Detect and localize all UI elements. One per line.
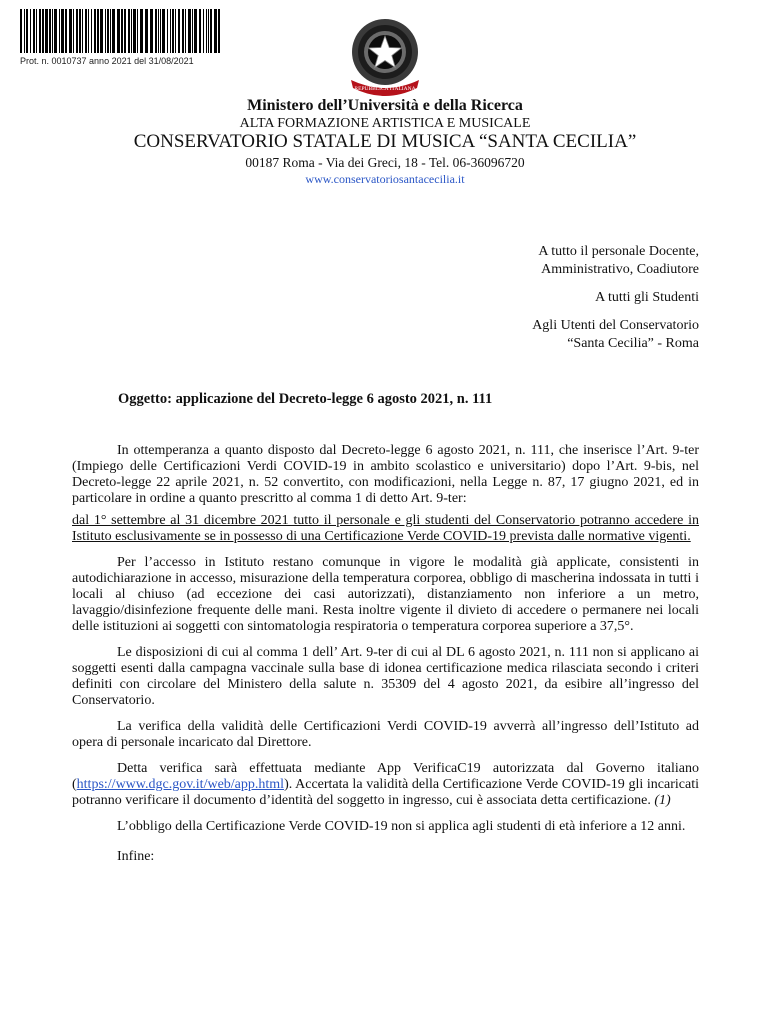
barcode-bar <box>97 9 99 53</box>
barcode-bar <box>54 9 57 53</box>
barcode-bar <box>208 9 209 53</box>
barcode-bar <box>172 9 174 53</box>
barcode-bar <box>76 9 78 53</box>
barcode-bar <box>133 9 136 53</box>
underlined-provision: dal 1° settembre al 31 dicembre 2021 tutto il personale e gli studenti del Conservatorio potranno accedere in Istituto esclusivamente se in possesso di una Certificazione Verde COVID-19 prevista dalle normative vigenti. <box>72 513 699 544</box>
ministry-title: Ministero dell’Università e della Ricerca <box>247 97 523 114</box>
barcode-bar <box>203 9 204 53</box>
barcode-bar <box>88 9 89 53</box>
barcode-bar <box>194 9 197 53</box>
afam-subtitle: ALTA FORMAZIONE ARTISTICA E MUSICALE <box>239 116 531 131</box>
barcode-bar <box>158 9 159 53</box>
barcode-bar <box>160 9 161 53</box>
recipient-users <box>532 317 699 353</box>
barcode-bar <box>117 9 120 53</box>
barcode-bar <box>107 9 109 53</box>
subject-line: Oggetto: applicazione del Decreto-legge 6 agosto 2021, n. 111 <box>118 391 493 407</box>
barcode-bar <box>206 9 207 53</box>
body-paragraph: Per l’accesso in Istituto restano comunque in vigore le modalità già applicate, consistenti in autodichiarazione in accesso, misurazione della temperatura corporea, obbligo di mascherina indossata in tutti i locali al chiuso (ad eccezione dei casi autorizzati), distanziamento non inferiore a un metro, lavaggio/disinfezione frequente delle mani. Resta inoltre vigente il divieto di accedere o permanere nei locali delle istituzioni ai soggetti con sintomatologia respiratoria o temperatura corporea superiore a 37,5°. <box>72 555 699 634</box>
barcode-bar <box>210 9 212 53</box>
barcode-bar <box>170 9 171 53</box>
barcode-bar <box>214 9 217 53</box>
barcode-bar <box>121 9 123 53</box>
barcode-bar <box>110 9 111 53</box>
barcode-bar <box>105 9 106 53</box>
barcode-bar <box>175 9 176 53</box>
recipient-students <box>595 289 699 307</box>
barcode-bar <box>79 9 81 53</box>
barcode-bar <box>20 9 22 53</box>
barcode-bar <box>24 9 25 53</box>
body-paragraph: Le disposizioni di cui al comma 1 dell’ Art. 9-ter di cui al DL 6 agosto 2021, n. 111 non si applicano ai soggetti esenti dalla campagna vaccinale sulla base di idonea certificazione medica rilasciata secondo i criteri definiti con circolare del Ministero della salute n. 35309 del 4 agosto 2021, da esibire all’ingresso del Conservatorio. <box>72 645 699 708</box>
barcode-bar <box>65 9 67 53</box>
barcode-bar <box>185 9 186 53</box>
barcode-bar <box>112 9 115 53</box>
barcode-bar <box>155 9 157 53</box>
protocol-number: Prot. n. 0010737 anno 2021 del 31/08/2021 <box>20 56 194 66</box>
barcode-bar <box>182 9 184 53</box>
barcode-bar <box>26 9 28 53</box>
barcode-bar <box>91 9 92 53</box>
barcode-bar <box>85 9 87 53</box>
institution-name: CONSERVATORIO STATALE DI MUSICA “SANTA CECILIA” <box>133 131 637 152</box>
emblem-banner-text: REPUBBLICA ITALIANA <box>354 86 416 92</box>
letter-body <box>72 443 699 875</box>
barcode-bar <box>192 9 193 53</box>
protocol-barcode <box>20 9 222 53</box>
body-paragraph: Infine: <box>117 849 155 864</box>
barcode-bar <box>137 9 138 53</box>
barcode-bar <box>218 9 220 53</box>
paragraph-text: Detta verifica sarà effettuata mediante App VerificaC19 autorizzata dal Governo italiano ( <box>72 761 699 792</box>
barcode-bar <box>124 9 126 53</box>
barcode-bar <box>100 9 103 53</box>
body-paragraph <box>72 761 699 809</box>
barcode-bar <box>82 9 83 53</box>
recipient-line: A tutti gli Studenti <box>595 290 699 305</box>
barcode-bar <box>61 9 64 53</box>
recipient-staff <box>538 243 699 279</box>
barcode-bar <box>73 9 74 53</box>
barcode-bar <box>42 9 44 53</box>
barcode-bar <box>59 9 60 53</box>
barcode-bar <box>150 9 153 53</box>
barcode-bar <box>167 9 168 53</box>
barcode-bar <box>39 9 41 53</box>
body-paragraph: In ottemperanza a quanto disposto dal Decreto-legge 6 agosto 2021, n. 111, che inserisce l’Art. 9-ter (Impiego delle Certificazioni Verdi COVID-19 in ambito scolastico e universitario) dopo l’Art. 9-bis, nel Decreto-legge 22 aprile 2021, n. 52 convertito, con modificazioni, nella Legge n. 87, 17 giugno 2021, ed in particolare in ordine a quanto prescritto al comma 1 di detto Art. 9-ter: <box>72 443 699 506</box>
body-paragraph: L’obbligo della Certificazione Verde COVID-19 non si applica agli studenti di età inferiore a 12 anni. <box>117 819 686 834</box>
paragraph-text: ). Accertata la validità della Certificazione Verde COVID-19 gli incaricati potranno verificare il documento d’identità del soggetto in ingresso, cui è associata detta certificazione. <box>72 777 699 808</box>
barcode-bar <box>94 9 96 53</box>
barcode-bar <box>188 9 191 53</box>
footnote-reference: (1) <box>654 793 671 808</box>
website-link[interactable]: www.conservatoriosantacecilia.it <box>305 172 465 186</box>
barcode-bar <box>131 9 132 53</box>
recipient-line: Amministrativo, Coadiutore <box>541 262 699 277</box>
body-paragraph: La verifica della validità delle Certificazioni Verdi COVID-19 avverrà all’ingresso dell’Istituto ad opera di personale incaricato dal Direttore. <box>72 719 699 750</box>
barcode-bar <box>145 9 148 53</box>
recipient-line: Agli Utenti del Conservatorio <box>532 318 699 333</box>
barcode-bar <box>199 9 201 53</box>
recipient-line: A tutto il personale Docente, <box>538 244 699 259</box>
barcode-bar <box>36 9 37 53</box>
italian-republic-emblem-icon <box>347 14 423 96</box>
recipient-line: “Santa Cecilia” - Roma <box>567 336 699 351</box>
barcode-bar <box>128 9 130 53</box>
barcode-bar <box>69 9 72 53</box>
dgc-app-link[interactable]: https://www.dgc.gov.it/web/app.html <box>76 777 285 792</box>
barcode-bar <box>162 9 165 53</box>
barcode-bar <box>45 9 48 53</box>
barcode-bar <box>30 9 31 53</box>
barcode-bar <box>33 9 35 53</box>
barcode-bar <box>140 9 143 53</box>
institution-address: 00187 Roma - Via dei Greci, 18 - Tel. 06-36096720 <box>245 155 525 170</box>
barcode-bar <box>49 9 51 53</box>
barcode-bar <box>178 9 180 53</box>
barcode-bar <box>52 9 53 53</box>
